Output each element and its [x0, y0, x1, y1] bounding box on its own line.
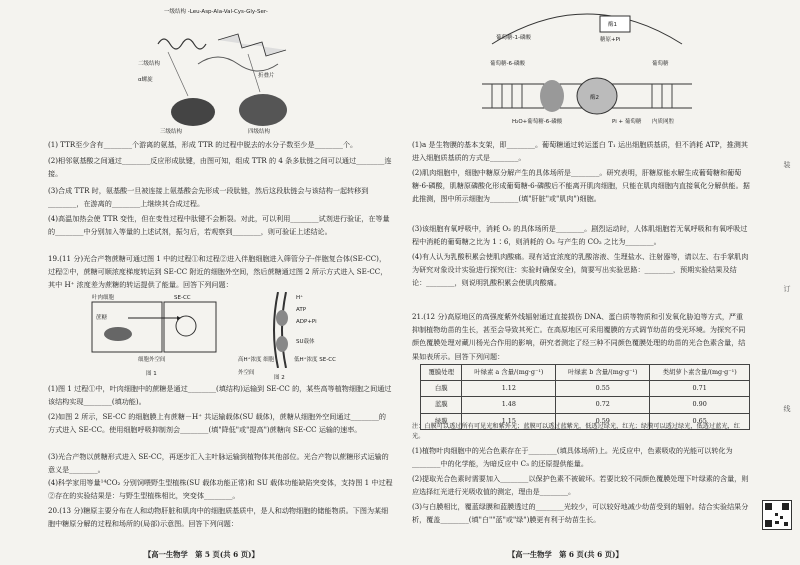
- tertiary-structure-blob: [171, 98, 215, 126]
- right-column: [412, 0, 750, 565]
- table-cell: 0.90: [650, 397, 750, 413]
- enzyme2-label: 酶2: [590, 95, 599, 101]
- fig2-su-label: SU载体: [296, 339, 315, 345]
- helix-label: α螺旋: [138, 77, 153, 83]
- table-cell: 绿膜: [421, 413, 462, 429]
- q19-part3: (3)光合产物以蔗糖形式进入 SE-CC，再逐步汇入主叶脉运输到植物体其他部位。光合产物以蔗糖形式运输的意义是________。: [48, 452, 389, 475]
- fig2-atp-label: ATP: [296, 307, 307, 313]
- fig1-title: 图 1: [146, 371, 157, 377]
- table-cell: 1.15: [462, 413, 556, 429]
- table-header: 叶绿素 b 含量/(mg·g⁻¹): [556, 365, 650, 381]
- q18-part2: (2)相邻氨基酸之间通过________反应形成肽键，由图可知，组成 TTR 的 4 条多肽链之间可以通过________连接。: [48, 156, 392, 179]
- g1p-label: 葡萄糖-1-磷酸: [496, 35, 531, 41]
- q21-part3: (3)与白膜相比，覆蓝绿膜和蓝膜透过的________光较少，可以较好地减少幼苗受到的辐射。结合实验结果分析，覆盖________(填"白""蓝"或"绿")膜更有利于幼苗生长。: [412, 502, 749, 525]
- sugar-label: 糖原+Pi: [600, 37, 621, 43]
- sheet-label: 折叠片: [258, 73, 275, 79]
- q18-part4: (4)高温加热会使 TTR 变性，但在变性过程中肽键不会断裂。对此，可以利用________试剂进行验证，在等量的________中分别加入等量的上述试剂，振匀后，若观察到________，则可验证上述结论。: [48, 214, 390, 237]
- glycogen-figure: [472, 4, 702, 134]
- fig2-hplus-label: H⁺: [296, 295, 304, 301]
- table-cell: 0.71: [650, 381, 750, 397]
- table-header: 类胡萝卜素含量/(mg·g⁻¹): [650, 365, 750, 381]
- protein-structure-figure: [138, 4, 308, 134]
- q19-part4: (4)科学家用等量¹⁴CO₂ 分别饲喂野生型植株(SU 载体功能正常)和 SU 载体功能缺陷突变体，支持图 1 中过程②存在的实验结果是：与野生型植株相比，突变体________。: [48, 478, 393, 501]
- q18-part1: (1) TTR至少含有________个游离的氨基，形成 TTR 的过程中脱去的水分子数至少是________个。: [48, 140, 358, 149]
- table-cell: 0.65: [650, 413, 750, 429]
- table-row: [421, 397, 750, 413]
- seq-label: 一级结构 -Leu-Asp-Ala-Val-Cys-Gly-Ser-: [164, 9, 268, 15]
- quaternary-structure-blob: [239, 94, 287, 126]
- fig2-title: 图 2: [274, 375, 285, 381]
- binding-char: 线: [783, 405, 791, 413]
- page-footer-right: 【高一生物学 第 6 页(共 6 页)】: [508, 550, 623, 559]
- q21-intro: 21.(12 分)高原地区的高强度紫外线辐射通过直接损伤 DNA、蛋白质等物质和引发氧化胁迫等方式，严重抑制植物幼苗的生长，甚至会导致其死亡。在高原地区可采用覆膜的方式调节幼苗的受光环境。为探究不同颜色覆膜处理对藏川杨光合作用的影响，研究者测定了经三种不同颜色覆膜处理的幼苗的光合色素含量，结果如表所示。回答下列问题：: [412, 312, 746, 361]
- q19-intro: 19.(11 分)光合产物蔗糖可通过图 1 中的过程①和过程②进入伴胞细胞进入筛管分子-伴胞复合体(SE-CC)，过程②中，蔗糖可顺浓度梯度转运到 SE-CC 附近的细胞外空间，然后蔗糖通过图 2 所示方式进入 SE-CC，其中 H⁺ 浓度差为蔗糖的转运提供了能量。回答下列问题：: [48, 254, 388, 290]
- sucrose-figure-1: [88, 296, 228, 378]
- q20-part2: (2)肌肉细胞中，细胞中糖原分解产生的具体场所是________。研究表明，肝糖原能水解生成葡萄糖和葡萄糖-6-磷酸，肌糖原磷酸化形成葡萄糖-6-磷酸后不能离开肌肉细胞，只能在肌肉细胞内直接氧化分解供能。据此推测，图中所示细胞为________(填"肝脏"或"肌肉")细胞。: [412, 168, 750, 204]
- fig1-space-label: 细胞外空间: [138, 357, 166, 363]
- fig2-adp-label: ADP+Pi: [296, 319, 317, 325]
- qr-code-svg: [763, 501, 791, 529]
- table-header-row: [421, 365, 750, 381]
- transporter-shape: [540, 80, 564, 112]
- enzyme1-label: 酶1: [608, 22, 617, 28]
- table-row: [421, 381, 750, 397]
- tertiary-label: 三级结构: [160, 129, 183, 135]
- table-cell: 0.59: [556, 413, 650, 429]
- table-header: 叶绿素 a 含量/(mg·g⁻¹): [462, 365, 556, 381]
- quaternary-label: 四级结构: [248, 129, 271, 135]
- table-cell: 1.48: [462, 397, 556, 413]
- table-cell: 蓝膜: [421, 397, 462, 413]
- pi-label: Pi + 葡萄糖: [612, 119, 642, 125]
- fig2-low-label: 低H⁺浓度 SE-CC: [294, 357, 336, 363]
- fig2-high-label: 高H⁺浓度 细胞外空间: [238, 357, 275, 377]
- q21-part1: (1)植物叶肉细胞中的光合色素存在于________(填具体场所)上。光反应中，色素吸收的光能可以转化为________中的化学能，为暗反应中 C₃ 的还原提供能量。: [412, 446, 733, 469]
- g6p-label: 葡萄糖-6-磷酸: [490, 61, 525, 67]
- pigment-table: [420, 364, 750, 430]
- table-cell: 白膜: [421, 381, 462, 397]
- q19-part1: (1)图 1 过程①中，叶肉细胞中的蔗糖是通过________(填结构)运输到 SE-CC 的，某些高等植物细胞之间通过该结构实现________(填功能)。: [48, 384, 392, 407]
- protein-structure-svg: [138, 4, 308, 134]
- table-header: 覆膜处理: [421, 365, 462, 381]
- q20-part1: (1)a 是生物膜的基本支架，即________。葡萄糖通过转运蛋白 T₁ 运出细胞质基质，但不消耗 ATP，推测其进入细胞质基质的方式是________。: [412, 140, 748, 163]
- q20-part4: (4)有人认为乳酸积累会使肌肉酸痛。现有适宜浓度的乳酸溶液、生理盐水、注射器等，请以左、右手掌肌肉为研究对象设计实验进行探究(注：实验时确保安全)，简要写出实验思路：________，预期实验结果及结论：________，则说明乳酸积累会使肌肉酸痛。: [412, 252, 749, 288]
- table-cell: 0.72: [556, 397, 650, 413]
- page-footer-left: 【高一生物学 第 5 页(共 6 页)】: [144, 550, 259, 559]
- q18-part3: (3)合成 TTR 时，氨基酸一旦被连接上氨基酸会先形成一段肽链，然后这段肽链会与该结构一起转移到________，在游离的________上继续其合成过程。: [48, 186, 369, 209]
- er-label: 内质网腔: [652, 119, 675, 125]
- h2o-label: H₂O+葡萄糖-6-磷酸: [512, 119, 563, 125]
- table-cell: 0.55: [556, 381, 650, 397]
- secondary-label: 二级结构: [138, 61, 161, 67]
- fig1-secc-label: SE-CC: [174, 295, 191, 301]
- q19-part2: (2)如图 2 所示，SE-CC 的细胞膜上有蔗糖－H⁺ 共运输载体(SU 载体)，蔗糖从细胞外空间通过________的方式进入 SE-CC。使用细胞呼吸抑制剂会________(填"降低"或"提高")蔗糖向 SE-CC 运输的速率。: [48, 412, 387, 435]
- q20-intro: 20.(13 分)糖原主要分布在人和动物肝脏和肌肉中的细胞质基质中，是人和动物细胞的储能物质。下图为某细胞中糖原分解的过程和场所的(局部)示意图。回答下列问题：: [48, 506, 389, 529]
- fig1-mesophyll-label: 叶肉细胞: [92, 295, 115, 301]
- table-cell: 1.12: [462, 381, 556, 397]
- left-column: [48, 0, 393, 565]
- glucose-label: 葡萄糖: [652, 61, 669, 67]
- qr-code: [762, 500, 792, 530]
- binding-char: 订: [783, 285, 791, 293]
- q20-part3: (3)该细胞有氧呼吸中，消耗 O₂ 的具体场所是________。剧烈运动时，人体肌细胞若无氧呼吸和有氧呼吸过程中消耗的葡萄糖之比为 1∶6，则消耗的 O₂ 与产生的 CO₂ 之比为________。: [412, 224, 748, 247]
- fig1-sucrose-label: 蔗糖: [96, 315, 108, 321]
- binding-char: 装: [783, 161, 791, 169]
- sucrose-figure-2: [238, 292, 348, 380]
- table-note: 注：白膜可以透过所有可见光和紫外光；蓝膜可以透过蓝紫光，低透过绿光，红光；绿膜可以透过绿光，低透过蓝光，红光。: [412, 423, 740, 440]
- q21-part2: (2)提取光合色素时需要加入________以保护色素不被破坏。若要比较不同颜色覆膜处理下叶绿素的含量，则应选择红光进行光吸收值的测定，理由是________。: [412, 474, 749, 497]
